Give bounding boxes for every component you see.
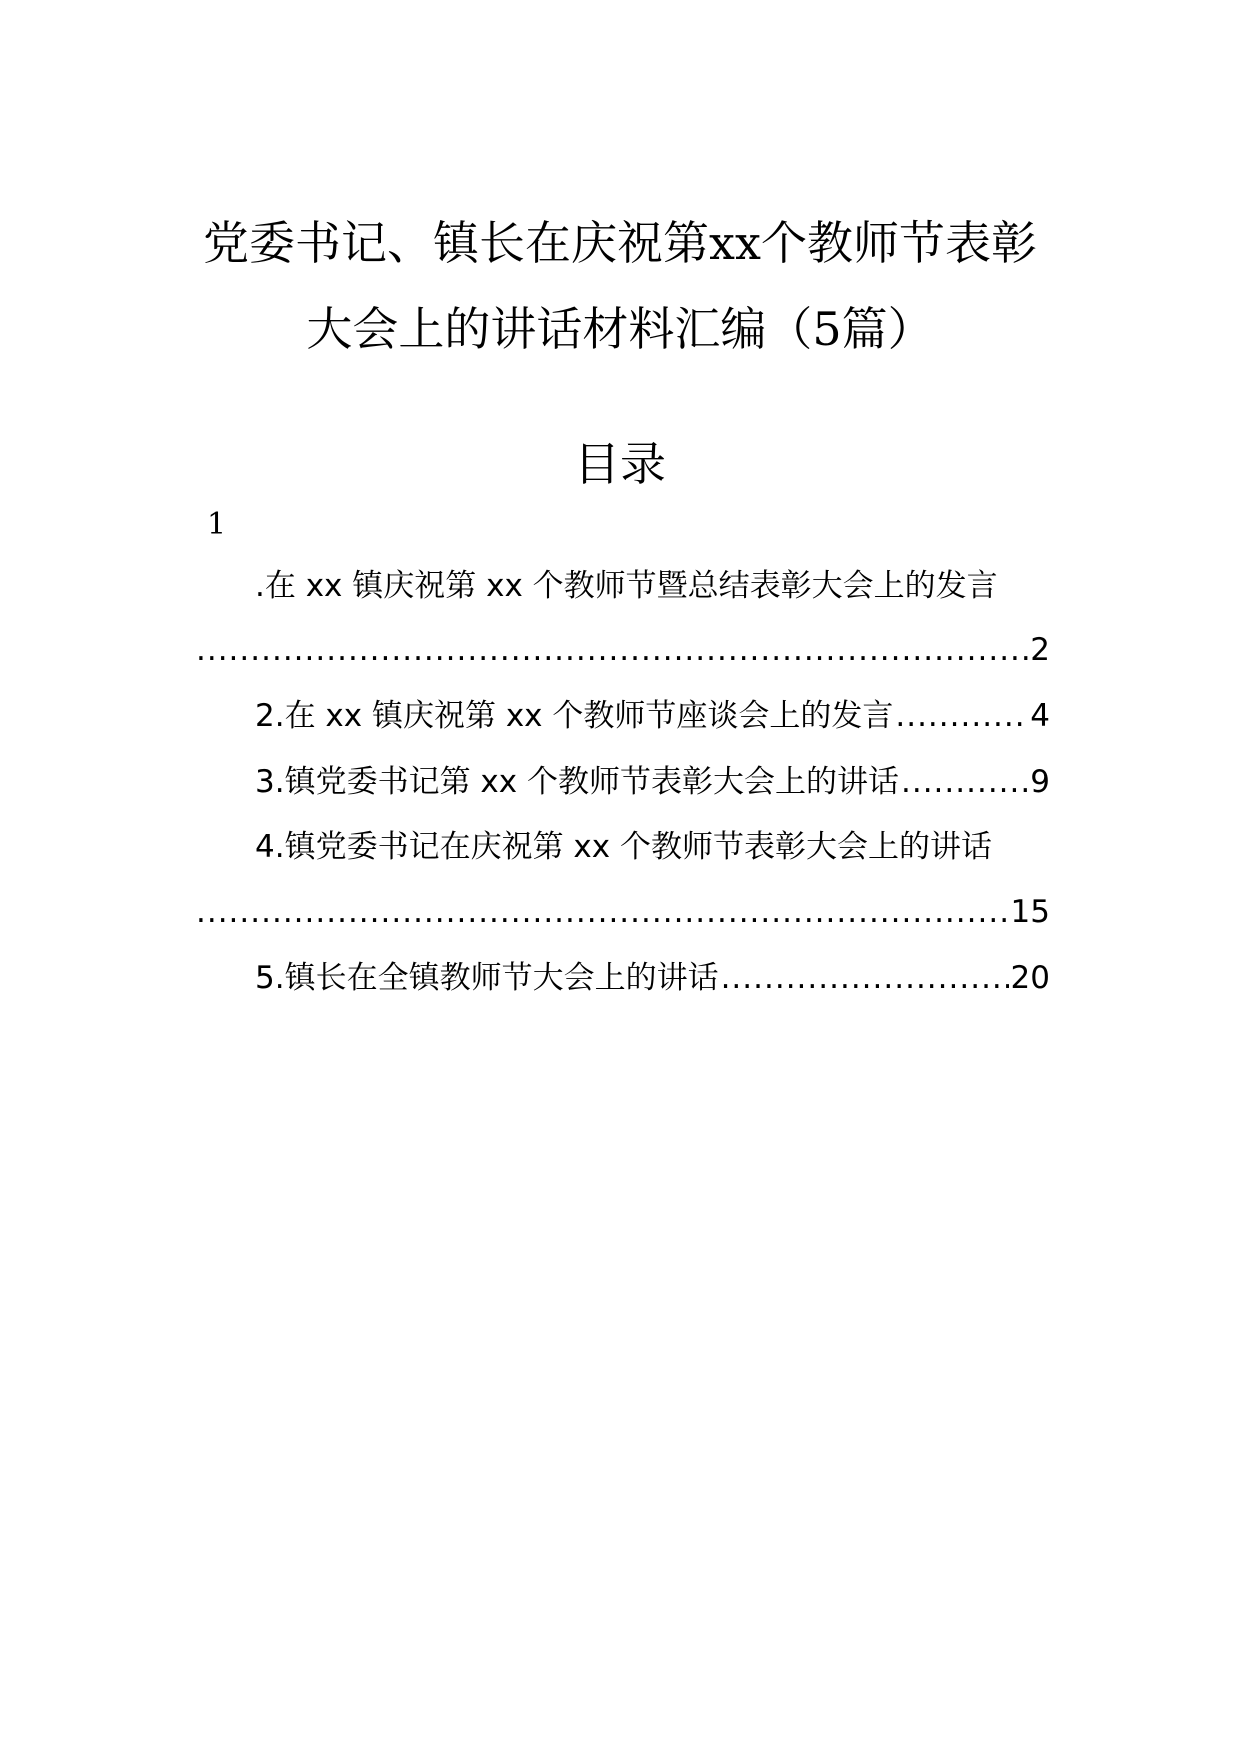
toc-entry-5[interactable]: [255, 958, 1050, 998]
toc-entry-1-page: 2: [1030, 632, 1050, 668]
document-title-line-1: [0, 207, 1240, 273]
toc-entry-1-leader-row[interactable]: [194, 630, 1050, 670]
title-part: 大会上的讲话材料汇编（: [306, 302, 813, 356]
toc-heading: 目录: [574, 437, 666, 491]
toc-leader-dots: [196, 630, 1028, 670]
toc-entry-5-page: 20: [1010, 960, 1050, 996]
toc-entry-3[interactable]: [255, 762, 1050, 802]
toc-entry-5-text: 5.镇长在全镇教师节大会上的讲话: [255, 960, 719, 996]
toc-entry-4-leader-row[interactable]: [194, 892, 1050, 932]
toc-entry-number: 1: [207, 507, 227, 542]
document-title-line-2: [0, 293, 1240, 359]
toc-entry-2-text: 2.在 xx 镇庆祝第 xx 个教师节座谈会上的发言: [255, 698, 894, 734]
toc-leader-dots: [895, 696, 1028, 736]
toc-entry-2[interactable]: [255, 696, 1050, 736]
title-part: xx: [709, 216, 761, 270]
toc-entry-4-page: 15: [1010, 894, 1050, 930]
toc-leader-dots: [196, 892, 1009, 932]
title-part: 篇）: [841, 302, 934, 356]
toc-leader-dots: [721, 958, 1009, 998]
toc-entry-1-text[interactable]: .在 xx 镇庆祝第 xx 个教师节暨总结表彰大会上的发言: [255, 568, 998, 604]
title-part: 党委书记、镇长在庆祝第: [203, 216, 710, 270]
toc-entry-3-text: 3.镇党委书记第 xx 个教师节表彰大会上的讲话: [255, 764, 899, 800]
toc-entry-3-page: 9: [1030, 764, 1050, 800]
title-part: 个教师节表彰: [760, 216, 1037, 270]
toc-leader-dots: [901, 762, 1028, 802]
title-part: 5: [812, 302, 842, 356]
toc-entry-2-page: 4: [1030, 698, 1050, 734]
toc-entry-4-text[interactable]: 4.镇党委书记在庆祝第 xx 个教师节表彰大会上的讲话: [255, 829, 992, 865]
